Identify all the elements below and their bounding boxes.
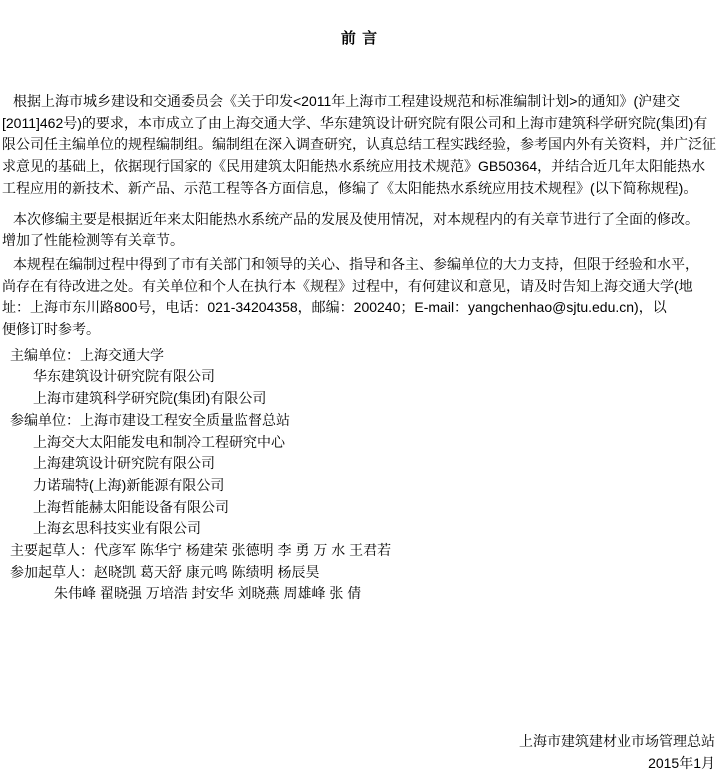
credit-item-row: 上海交大太阳能发电和制冷工程研究中心 <box>33 433 285 450</box>
credit-item-row: 上海市建筑科学研究院(集团)有限公司 <box>33 390 267 407</box>
text-line: 限公司任主编单位的规程编制组。编制组在深入调查研究，认真总结工程实践经验，参考国内外有关资料，并广泛征 <box>2 136 716 153</box>
footer-organization: 上海市建筑建材业市场管理总站 <box>519 733 715 749</box>
text-line: 尚存在有待改进之处。有关单位和个人在执行本《规程》过程中，有何建议和意见，请及时告知上海交通大学(地 <box>2 277 693 294</box>
text-line: 工程应用的新技术、新产品、示范工程等各方面信息，修编了《太阳能热水系统应用技术规程》(以下简称规程)。 <box>2 179 698 196</box>
credits-list <box>2 345 717 605</box>
text-line: 便修订时参考。 <box>2 321 100 338</box>
credit-item-row: 力诺瑞特(上海)新能源有限公司 <box>33 476 225 493</box>
paragraph-1 <box>2 91 717 200</box>
credit-item-row: 上海玄思科技实业有限公司 <box>33 520 201 537</box>
paragraph-2 <box>2 209 717 252</box>
text-line: 根据上海市城乡建设和交通委员会《关于印发<2011年上海市工程建设规范和标准编制计划>的通知》(沪建交 <box>13 93 681 109</box>
credit-label-row: 主编单位：上海交通大学 <box>10 346 164 363</box>
preface-body <box>0 91 719 605</box>
footer-date: 2015年1月 <box>648 754 715 771</box>
credit-item-row: 华东建筑设计研究院有限公司 <box>33 368 215 385</box>
text-line: 求意见的基础上，依据现行国家的《民用建筑太阳能热水系统应用技术规范》GB50364，并结合近几年太阳能热水 <box>2 158 706 175</box>
preface-paragraphs <box>2 91 717 341</box>
credit-item-row: 上海建筑设计研究院有限公司 <box>33 455 215 472</box>
credit-label-row: 参加起草人：赵晓凯 葛天舒 康元鸣 陈绩明 杨辰昊 <box>10 563 320 580</box>
credit-label-row: 参编单位：上海市建设工程安全质量监督总站 <box>10 411 290 428</box>
footer <box>519 731 715 771</box>
text-line: 址：上海市东川路800号，电话：021-34204358，邮编：200240；E-mail：yangchenhao@sjtu.edu.cn)，以 <box>2 299 667 316</box>
paragraph-3 <box>2 254 717 341</box>
page-title: 前 言 <box>340 30 379 47</box>
text-line: 本规程在编制过程中得到了市有关部门和领导的关心、指导和各主、参编单位的大力支持，但限于经验和水平， <box>13 255 699 272</box>
credit-label-row: 主要起草人：代彦军 陈华宁 杨建荣 张德明 李 勇 万 水 王君若 <box>10 542 392 559</box>
text-line: 增加了性能检测等有关章节。 <box>2 232 184 249</box>
text-line: 本次修编主要是根据近年来太阳能热水系统产品的发展及使用情况，对本规程内的有关章节进行了全面的修改。 <box>13 210 699 227</box>
credit-item-row: 朱伟峰 翟晓强 万培浩 封安华 刘晓燕 周雄峰 张 倩 <box>54 585 362 602</box>
text-line: [2011]462号)的要求，本市成立了由上海交通大学、华东建筑设计研究院有限公司和上海市建筑科学研究院(集团)有 <box>2 114 708 131</box>
credit-item-row: 上海哲能赫太阳能设备有限公司 <box>33 498 229 515</box>
